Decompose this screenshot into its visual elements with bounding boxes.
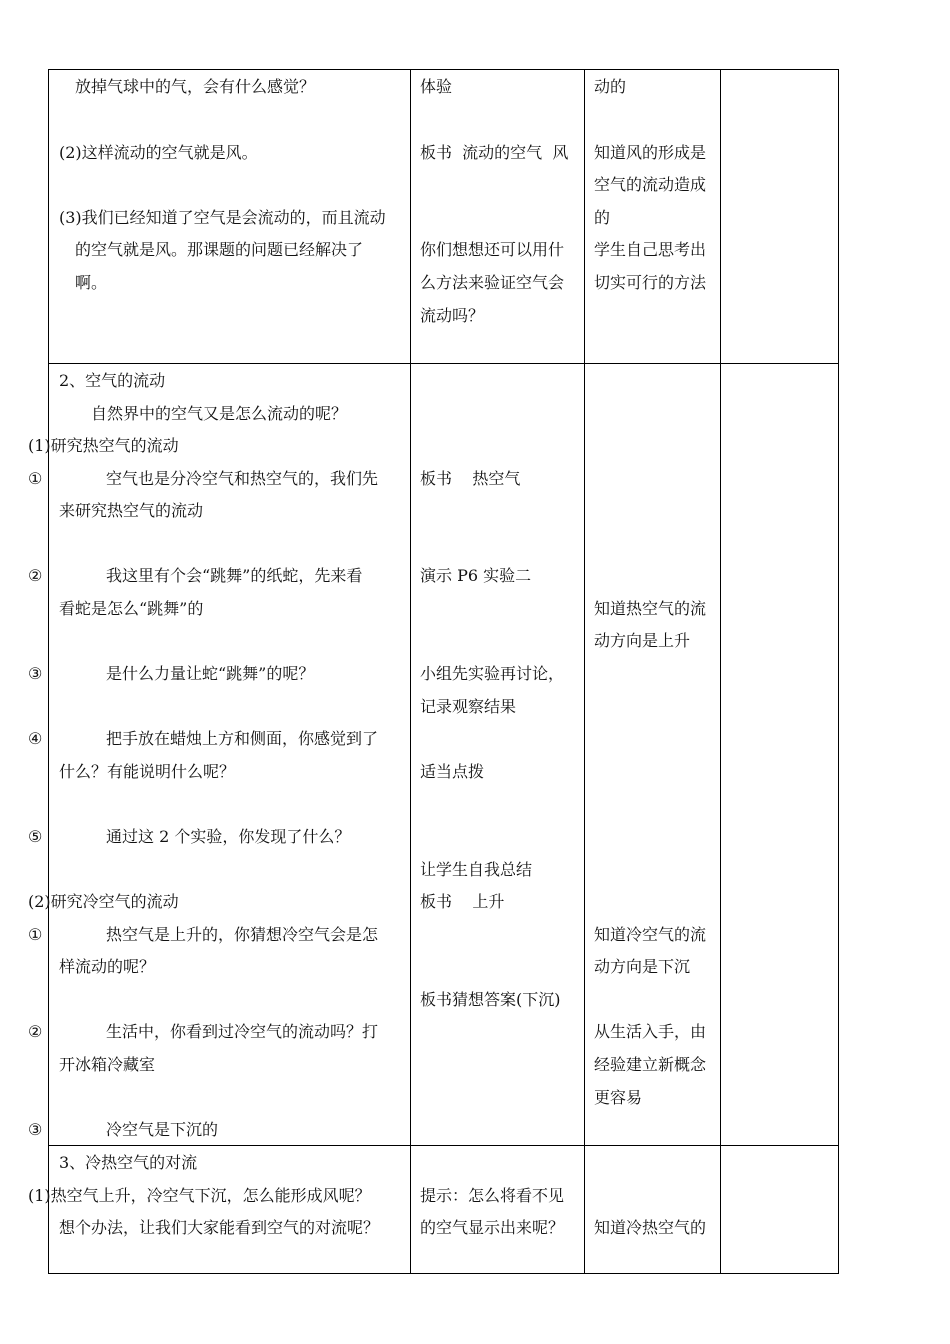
text-line: 放掉气球中的气，会有什么感觉？ — [75, 77, 316, 96]
text-line: 我这里有个会“跳舞”的纸蛇，先来看 — [106, 566, 363, 585]
text-line: 记录观察结果 — [420, 697, 517, 716]
text-line: 冷空气是下沉的 — [106, 1120, 219, 1139]
text-line: 知道热空气的流 — [594, 599, 707, 618]
text-line: 知道风的形成是 — [594, 143, 707, 162]
step-marker: ④ — [28, 729, 43, 748]
step-marker: ① — [28, 469, 43, 488]
table-right-border — [838, 69, 839, 1274]
text-line: 什么？有能说明什么呢？ — [59, 762, 236, 781]
text-line: 么方法来验证空气会 — [420, 273, 565, 292]
subsection-heading: (1)研究热空气的流动 — [28, 436, 179, 455]
table-left-border — [48, 69, 49, 1274]
text-line: 板书 热空气 — [420, 469, 521, 488]
step-marker: ③ — [28, 1120, 43, 1139]
text-line: 来研究热空气的流动 — [59, 501, 204, 520]
text-line: 切实可行的方法 — [594, 273, 707, 292]
text-line: 的空气显示出来呢？ — [420, 1218, 565, 1237]
subsection-heading: (2)研究冷空气的流动 — [28, 892, 179, 911]
column-divider-2 — [584, 69, 585, 1274]
section-heading: 3、冷热空气的对流 — [59, 1153, 198, 1172]
text-line: 演示 P6 实验二 — [420, 566, 532, 585]
text-line: 开冰箱冷藏室 — [59, 1055, 156, 1074]
column-divider-3 — [720, 69, 721, 1274]
text-line: 动方向是下沉 — [594, 957, 691, 976]
step-marker: ③ — [28, 664, 43, 683]
text-line: 经验建立新概念 — [594, 1055, 707, 1074]
text-line: 空气的流动造成 — [594, 175, 707, 194]
text-line: 小组先实验再讨论， — [420, 664, 565, 683]
text-line: 更容易 — [594, 1088, 643, 1107]
text-line: (1)热空气上升，冷空气下沉，怎么能形成风呢？ — [28, 1186, 371, 1205]
text-line: 动的 — [594, 77, 627, 96]
text-line: 学生自己思考出 — [594, 240, 707, 259]
text-line: 流动吗？ — [420, 306, 485, 325]
text-line: 生活中，你看到过冷空气的流动吗？打 — [106, 1022, 379, 1041]
text-line: 空气也是分冷空气和热空气的，我们先 — [106, 469, 379, 488]
text-line: 提示：怎么将看不见 — [420, 1186, 565, 1205]
text-line: 让学生自我总结 — [420, 860, 533, 879]
text-line: (3)我们已经知道了空气是会流动的，而且流动 — [59, 208, 386, 227]
text-line: 自然界中的空气又是怎么流动的呢？ — [91, 404, 348, 423]
section-heading: 2、空气的流动 — [59, 371, 166, 390]
text-line: 体验 — [420, 77, 453, 96]
step-marker: ① — [28, 925, 43, 944]
text-line: 啊。 — [75, 273, 108, 292]
text-line: (2)这样流动的空气就是风。 — [59, 143, 258, 162]
text-line: 的空气就是风。那课题的问题已经解决了 — [75, 240, 364, 259]
text-line: 你们想想还可以用什 — [420, 240, 565, 259]
text-line: 热空气是上升的，你猜想冷空气会是怎 — [106, 925, 379, 944]
step-marker: ② — [28, 566, 43, 585]
step-marker: ② — [28, 1022, 43, 1041]
text-line: 知道冷空气的流 — [594, 925, 707, 944]
text-line: 看蛇是怎么“跳舞”的 — [59, 599, 204, 618]
text-line: 动方向是上升 — [594, 631, 691, 650]
text-line: 板书猜想答案(下沉) — [420, 990, 561, 1009]
text-line: 板书 流动的空气 风 — [420, 143, 569, 162]
text-line: 知道冷热空气的 — [594, 1218, 707, 1237]
text-line: 样流动的呢？ — [59, 957, 156, 976]
text-line: 的 — [594, 208, 611, 227]
step-marker: ⑤ — [28, 827, 43, 846]
text-line: 想个办法，让我们大家能看到空气的对流呢？ — [59, 1218, 380, 1237]
text-line: 通过这 2 个实验，你发现了什么？ — [106, 827, 351, 846]
text-line: 从生活入手，由 — [594, 1022, 707, 1041]
column-divider-1 — [410, 69, 411, 1274]
text-line: 是什么力量让蛇“跳舞”的呢？ — [106, 664, 315, 683]
text-line: 适当点拨 — [420, 762, 485, 781]
text-line: 把手放在蜡烛上方和侧面，你感觉到了 — [106, 729, 379, 748]
text-line: 板书 上升 — [420, 892, 505, 911]
